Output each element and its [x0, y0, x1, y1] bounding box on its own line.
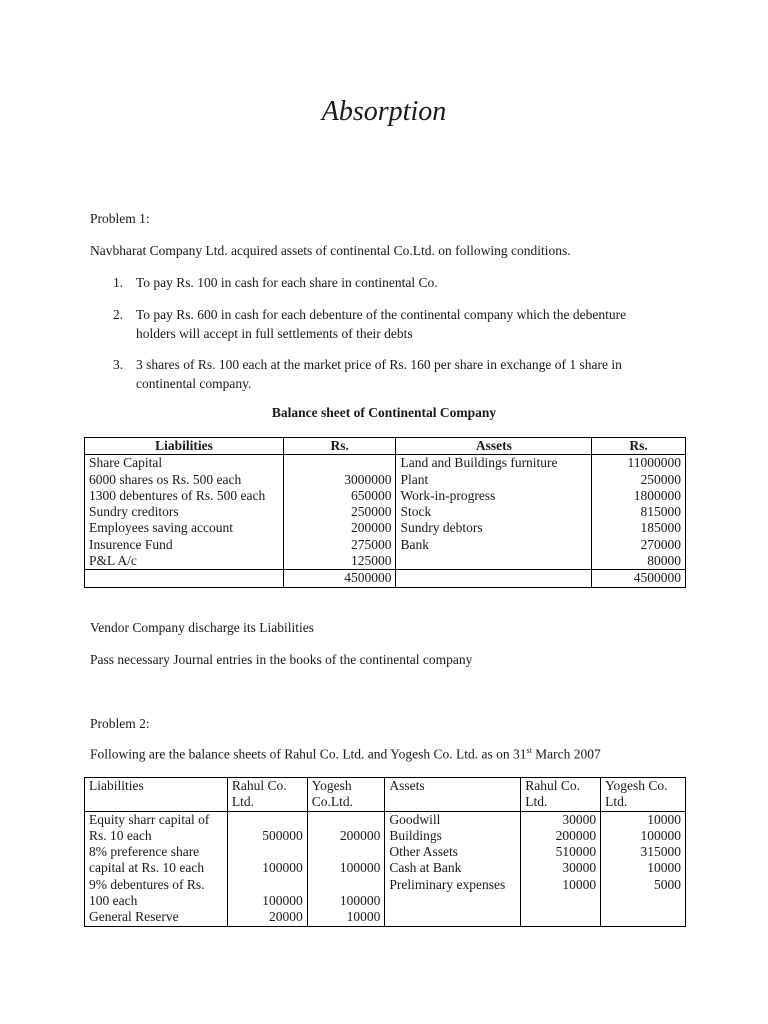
table-header-row: [85, 778, 686, 812]
asset-amounts-column: 11000000 250000 1800000 815000 185000 270000 80000: [592, 455, 686, 570]
condition-2-text: To pay Rs. 600 in cash for each debenture of the continental company which the debenture holders will accept in full settlements of their debts: [136, 307, 627, 341]
header-assets: Assets: [396, 438, 592, 455]
liabilities-column: Equity sharr capital of Rs. 10 each 8% preference share capital at Rs. 10 each 9% debentures of Rs. 100 each General Reserve: [85, 811, 228, 926]
condition-3-text: 3 shares of Rs. 100 each at the market price of Rs. 160 per share in exchange of 1 share in continental company.: [136, 357, 622, 391]
table-body-row: [85, 455, 686, 570]
assets-column: Land and Buildings furniture Plant Work-in-progress Stock Sundry debtors Bank: [396, 455, 592, 570]
table-header-row: [85, 438, 686, 455]
assets-column: Goodwill Buildings Other Assets Cash at Bank Preliminary expenses: [385, 811, 521, 926]
problem1-intro: Navbharat Company Ltd. acquired assets of continental Co.Ltd. on following conditions.: [90, 243, 571, 258]
note-journal-entries: Pass necessary Journal entries in the books of the continental company: [90, 652, 473, 667]
note-vendor-discharge: Vendor Company discharge its Liabilities: [90, 620, 314, 635]
header-liabilities: Liabilities: [85, 778, 228, 812]
condition-1-text: To pay Rs. 100 in cash for each share in continental Co.: [136, 275, 438, 290]
header-rahul-assets: Rahul Co. Ltd.: [521, 778, 601, 812]
header-rs: Rs.: [592, 438, 686, 455]
rahul-assets-column: 30000 200000 510000 30000 10000: [521, 811, 601, 926]
problem2-intro: Following are the balance sheets of Rahul Co. Ltd. and Yogesh Co. Ltd. as on 31st March 2007: [90, 746, 601, 762]
total-label-cell: [85, 570, 284, 587]
header-assets: Assets: [385, 778, 521, 812]
condition-1-number: 1.: [113, 275, 124, 290]
table-total-row: [85, 570, 686, 587]
rahul-yogesh-balance-sheet-table: [84, 777, 686, 927]
condition-2-number: 2.: [113, 307, 124, 322]
header-rahul-liabilities: Rahul Co. Ltd.: [227, 778, 307, 812]
problem1-heading: Problem 1:: [90, 211, 150, 226]
header-yogesh-assets: Yogesh Co. Ltd.: [601, 778, 686, 812]
rahul-liabilities-column: 500000 100000 100000 20000: [227, 811, 307, 926]
condition-3-number: 3.: [113, 357, 124, 372]
total-assets: 4500000: [592, 570, 686, 587]
table-body-row: [85, 811, 686, 926]
page-title: Absorption: [321, 96, 447, 127]
yogesh-liabilities-column: 200000 100000 100000 10000: [307, 811, 385, 926]
yogesh-assets-column: 10000 100000 315000 10000 5000: [601, 811, 686, 926]
header-liabilities: Liabilities: [85, 438, 284, 455]
total-label-cell: [396, 570, 592, 587]
total-liabilities: 4500000: [283, 570, 396, 587]
liabilities-column: Share Capital 6000 shares os Rs. 500 each 1300 debentures of Rs. 500 each Sundry creditors Employees saving account Insurence Fund P&L A/c: [85, 455, 284, 570]
header-rs: Rs.: [283, 438, 396, 455]
problem2-heading: Problem 2:: [90, 716, 150, 731]
continental-balance-sheet-table: [84, 437, 686, 588]
header-yogesh-liabilities: Yogesh Co.Ltd.: [307, 778, 385, 812]
liability-amounts-column: 3000000 650000 250000 200000 275000 125000: [283, 455, 396, 570]
balance-sheet-title: Balance sheet of Continental Company: [271, 405, 497, 420]
